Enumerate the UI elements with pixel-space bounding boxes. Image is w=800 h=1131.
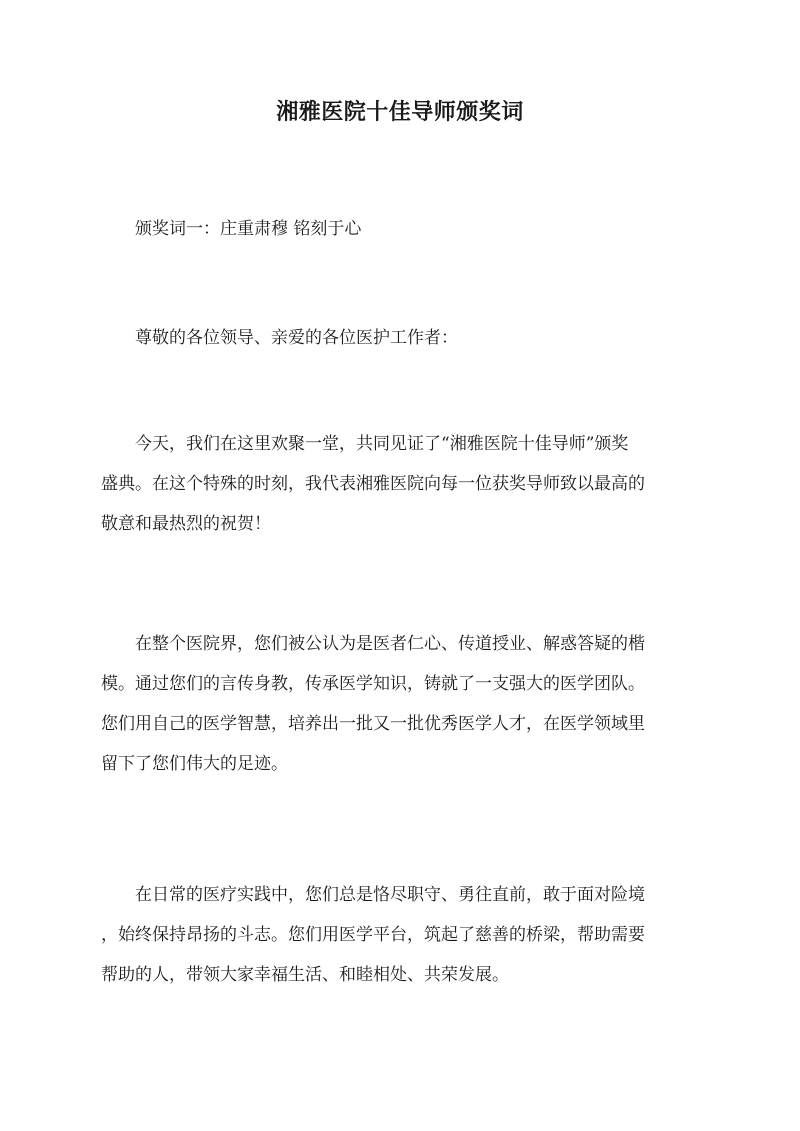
paragraph-practice: [101, 875, 701, 995]
paragraph-line: 模。通过您们的言传身教，传承医学知识，铸就了一支强大的医学团队。: [101, 674, 645, 694]
greeting-paragraph: [101, 318, 701, 358]
paragraph-intro: [101, 424, 701, 544]
paragraph-line: 在整个医院界，您们被公认为是医者仁心、传道授业、解惑答疑的楷: [135, 634, 645, 654]
paragraph-line: 敬意和最热烈的祝贺！: [101, 514, 271, 534]
paragraph-line: 留下了您们伟大的足迹。: [101, 754, 288, 774]
paragraph-role-model: [101, 624, 701, 784]
paragraph-line: ，始终保持昂扬的斗志。您们用医学平台，筑起了慈善的桥梁，帮助需要: [101, 925, 645, 945]
greeting-line: 尊敬的各位领导、亲爱的各位医护工作者：: [135, 328, 458, 348]
document-title: 湘雅医院十佳导师颁奖词: [276, 99, 524, 125]
subtitle-line: 颁奖词一：庄重肃穆 铭刻于心: [135, 219, 362, 239]
award-subtitle: [101, 209, 701, 249]
paragraph-line: 在日常的医疗实践中，您们总是恪尽职守、勇往直前，敢于面对险境: [135, 885, 645, 905]
paragraph-line: 今天，我们在这里欢聚一堂，共同见证了“湘雅医院十佳导师”颁奖: [135, 434, 629, 454]
paragraph-line: 帮助的人，带领大家幸福生活、和睦相处、共荣发展。: [101, 965, 509, 985]
paragraph-line: 盛典。在这个特殊的时刻，我代表湘雅医院向每一位获奖导师致以最高的: [101, 474, 645, 494]
paragraph-line: 您们用自己的医学智慧，培养出一批又一批优秀医学人才，在医学领域里: [101, 714, 645, 734]
